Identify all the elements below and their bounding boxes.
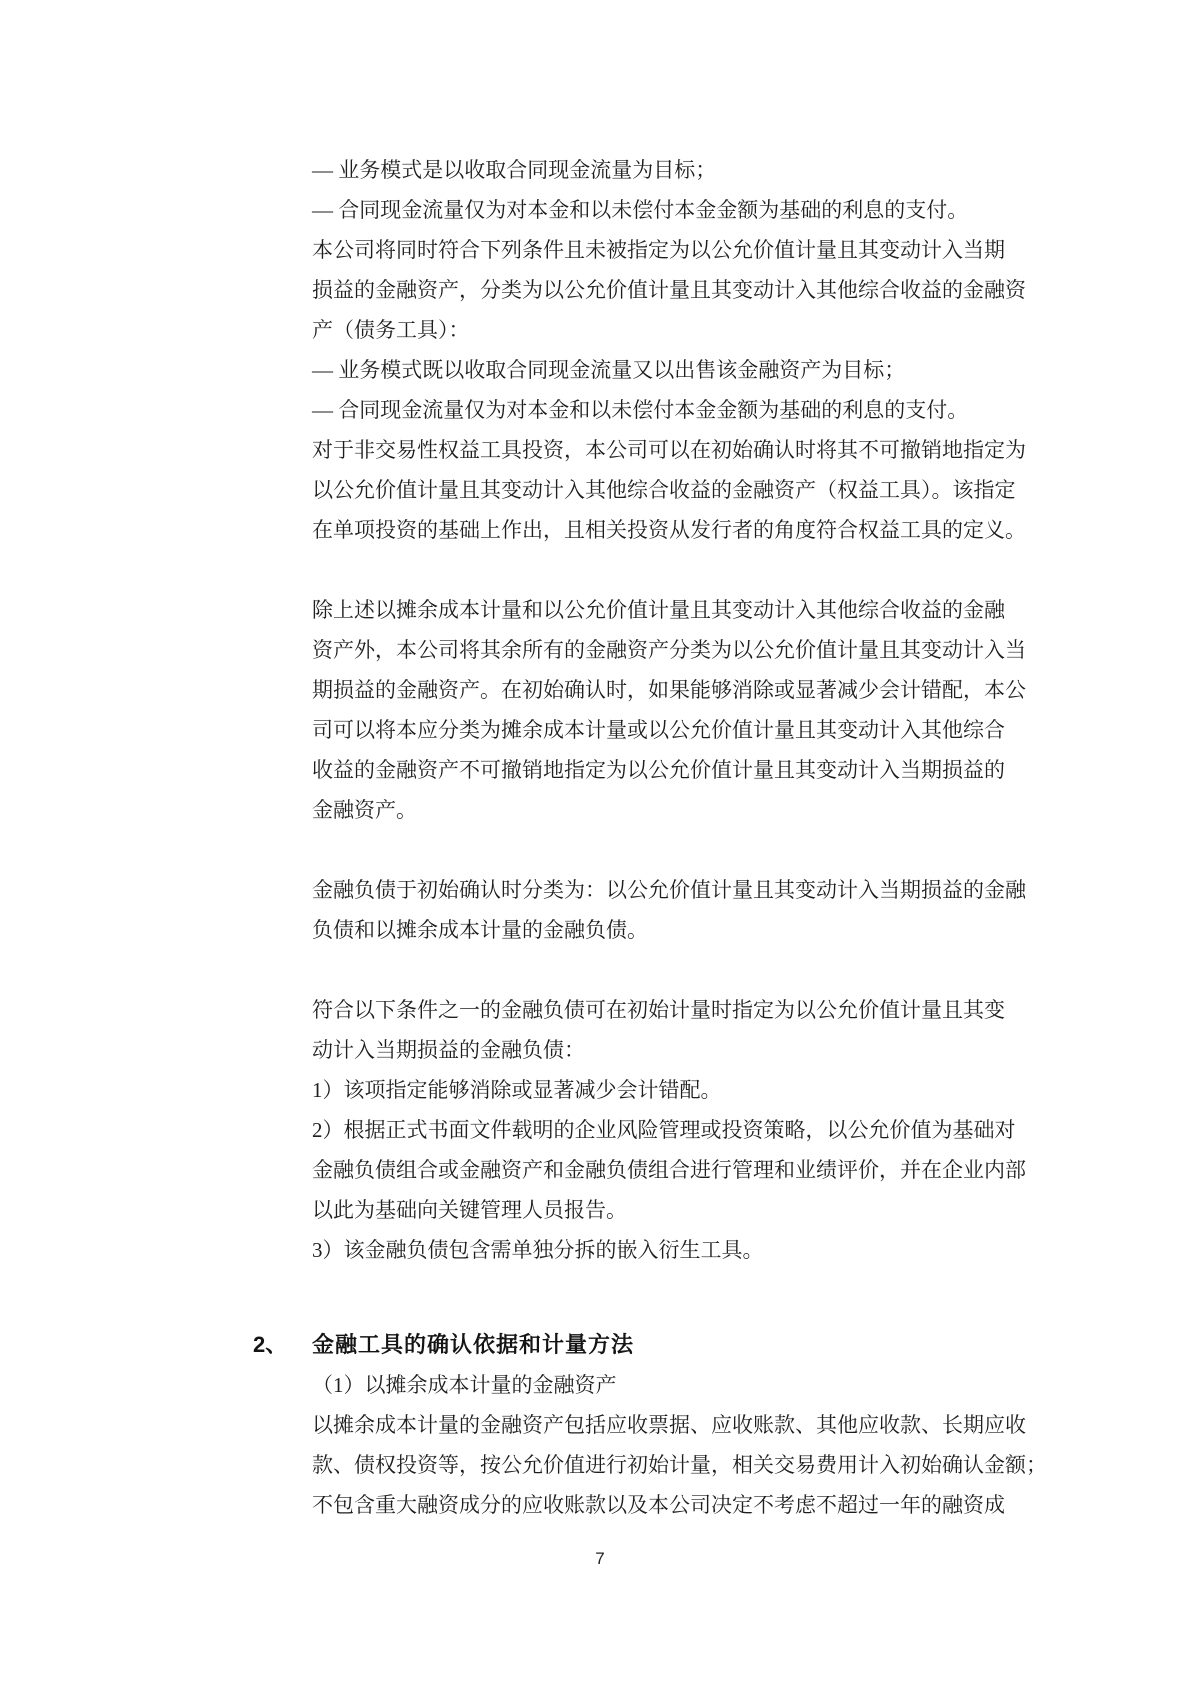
text-line: 以摊余成本计量的金融资产包括应收票据、应收账款、其他应收款、长期应收	[312, 1413, 1026, 1437]
text-line: — 合同现金流量仅为对本金和以未偿付本金金额为基础的利息的支付。	[312, 398, 969, 422]
text-line: 除上述以摊余成本计量和以公允价值计量且其变动计入其他综合收益的金融	[312, 598, 1005, 622]
section-heading	[253, 1325, 1028, 1365]
text-line: 金融负债组合或金融资产和金融负债组合进行管理和业绩评价，并在企业内部	[312, 1158, 1026, 1182]
text-line: （1）以摊余成本计量的金融资产	[312, 1373, 617, 1397]
paragraph-fvoci-conditions	[312, 150, 1028, 550]
text-line: 资产外，本公司将其余所有的金融资产分类为以公允价值计量且其变动计入当	[312, 638, 1026, 662]
text-line: 期损益的金融资产。在初始确认时，如果能够消除或显著减少会计错配，本公	[312, 678, 1026, 702]
text-line: 负债和以摊余成本计量的金融负债。	[312, 918, 648, 942]
text-line: 收益的金融资产不可撤销地指定为以公允价值计量且其变动计入当期损益的	[312, 758, 1005, 782]
text-line: — 业务模式是以收取合同现金流量为目标；	[312, 158, 717, 182]
text-line: 损益的金融资产，分类为以公允价值计量且其变动计入其他综合收益的金融资	[312, 278, 1026, 302]
text-line: 产（债务工具）：	[312, 318, 470, 342]
text-line: 金融资产。	[312, 798, 417, 822]
paragraph-liability-designation-conditions	[312, 990, 1028, 1270]
text-line: 1）该项指定能够消除或显著减少会计错配。	[312, 1078, 722, 1102]
text-line: 对于非交易性权益工具投资，本公司可以在初始确认时将其不可撤销地指定为	[312, 438, 1026, 462]
text-line: 动计入当期损益的金融负债：	[312, 1038, 585, 1062]
paragraph-amortized-cost-assets	[312, 1365, 1047, 1525]
text-column	[253, 150, 1047, 1525]
text-line: 以公允价值计量且其变动计入其他综合收益的金融资产（权益工具）。该指定	[312, 478, 1016, 502]
paragraph-fvtpl-assets	[312, 590, 1028, 830]
text-line: 本公司将同时符合下列条件且未被指定为以公允价值计量且其变动计入当期	[312, 238, 1005, 262]
text-line: 不包含重大融资成分的应收账款以及本公司决定不考虑不超过一年的融资成	[312, 1493, 1005, 1517]
paragraph-liability-classification	[312, 870, 1028, 950]
text-line: 在单项投资的基础上作出，且相关投资从发行者的角度符合权益工具的定义。	[312, 518, 1026, 542]
text-line: 3）该金融负债包含需单独分拆的嵌入衍生工具。	[312, 1238, 764, 1262]
text-line: — 业务模式既以收取合同现金流量又以出售该金融资产为目标；	[312, 358, 906, 382]
text-line: 2）根据正式书面文件载明的企业风险管理或投资策略，以公允价值为基础对	[312, 1118, 1016, 1142]
page-number: 7	[595, 1549, 605, 1568]
text-line: 金融负债于初始确认时分类为：以公允价值计量且其变动计入当期损益的金融	[312, 878, 1026, 902]
text-line: — 合同现金流量仅为对本金和以未偿付本金金额为基础的利息的支付。	[312, 198, 969, 222]
text-line: 以此为基础向关键管理人员报告。	[312, 1198, 627, 1222]
text-line: 司可以将本应分类为摊余成本计量或以公允价值计量且其变动计入其他综合	[312, 718, 1005, 742]
text-line: 符合以下条件之一的金融负债可在初始计量时指定为以公允价值计量且其变	[312, 998, 1005, 1022]
text-line: 款、债权投资等，按公允价值进行初始计量，相关交易费用计入初始确认金额；	[312, 1453, 1047, 1477]
section-number: 2、	[253, 1332, 288, 1357]
section-title: 金融工具的确认依据和计量方法	[312, 1332, 635, 1357]
